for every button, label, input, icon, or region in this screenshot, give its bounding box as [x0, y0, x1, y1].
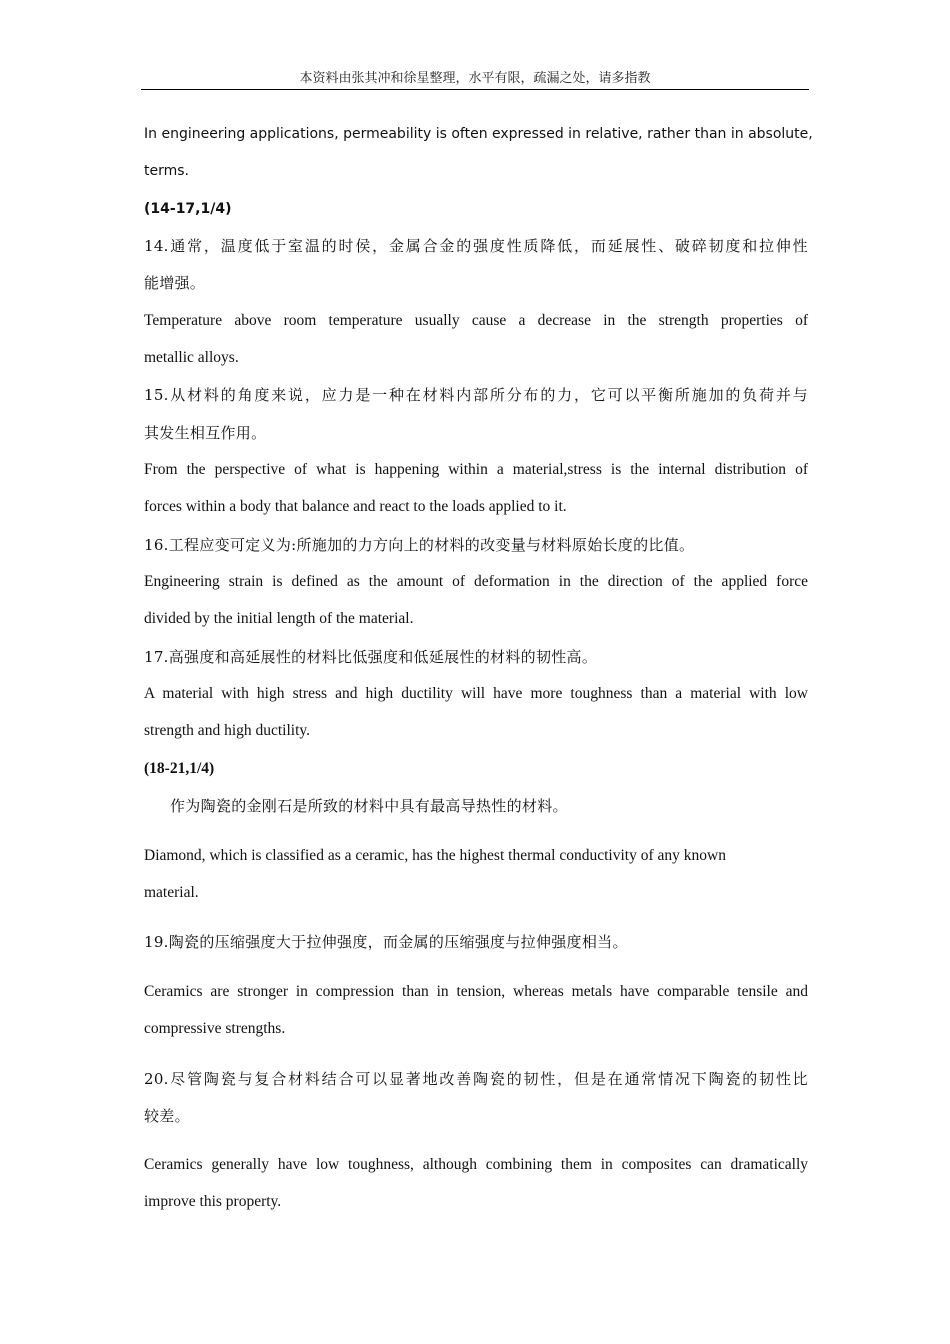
- paragraph-line: 14.通常，温度低于室温的时侯，金属合金的强度性质降低，而延展性、破碎韧度和拉伸性: [144, 237, 808, 255]
- paragraph-line: 20.尽管陶瓷与复合材料结合可以显著地改善陶瓷的韧性，但是在通常情况下陶瓷的韧性比: [144, 1070, 808, 1088]
- paragraph-line: Ceramics generally have low toughness, although combining them in composites can dramatically: [144, 1156, 808, 1173]
- paragraph-line: 16.工程应变可定义为:所施加的力方向上的材料的改变量与材料原始长度的比值。: [144, 536, 695, 554]
- paragraph-line: metallic alloys.: [144, 349, 239, 366]
- paragraph-line: 能增强。: [144, 274, 206, 292]
- paragraph-line: Diamond, which is classified as a ceramic, has the highest thermal conductivity of any known: [144, 847, 726, 864]
- page-header: 本资料由张其冲和徐星整理，水平有限，疏漏之处，请多指教: [141, 70, 809, 90]
- paragraph-line: 15.从材料的角度来说，应力是一种在材料内部所分布的力，它可以平衡所施加的负荷并与: [144, 386, 808, 404]
- paragraph-line: compressive strengths.: [144, 1020, 286, 1037]
- section-heading: (14-17,1/4): [144, 201, 232, 217]
- paragraph-line: divided by the initial length of the material.: [144, 610, 414, 627]
- paragraph-line: 19.陶瓷的压缩强度大于拉伸强度，而金属的压缩强度与拉伸强度相当。: [144, 933, 628, 951]
- section-heading: (18-21,1/4): [144, 760, 215, 777]
- paragraph-line: improve this property.: [144, 1193, 282, 1210]
- paragraph-line: strength and high ductility.: [144, 722, 311, 739]
- paragraph-line: 较差。: [144, 1107, 190, 1125]
- paragraph-line: Temperature above room temperature usually cause a decrease in the strength properties of: [144, 312, 808, 329]
- paragraph-line: forces within a body that balance and react to the loads applied to it.: [144, 498, 567, 515]
- paragraph-line: In engineering applications, permeability is often expressed in relative, rather than in absolute,: [144, 126, 813, 142]
- paragraph-line: terms.: [144, 163, 189, 179]
- paragraph-line: 17.高强度和高延展性的材料比低强度和低延展性的材料的韧性高。: [144, 648, 598, 666]
- paragraph-line: 其发生相互作用。: [144, 424, 267, 442]
- paragraph-line: material.: [144, 884, 199, 901]
- paragraph-line: Ceramics are stronger in compression than in tension, whereas metals have comparable tensile and: [144, 983, 808, 1000]
- paragraph-line: A material with high stress and high ductility will have more toughness than a material with low: [144, 685, 808, 702]
- paragraph-line: From the perspective of what is happening within a material,stress is the internal distribution of: [144, 461, 808, 478]
- paragraph-line: Engineering strain is defined as the amount of deformation in the direction of the applied force: [144, 573, 808, 590]
- paragraph-line: 作为陶瓷的金刚石是所致的材料中具有最高导热性的材料。: [170, 797, 568, 815]
